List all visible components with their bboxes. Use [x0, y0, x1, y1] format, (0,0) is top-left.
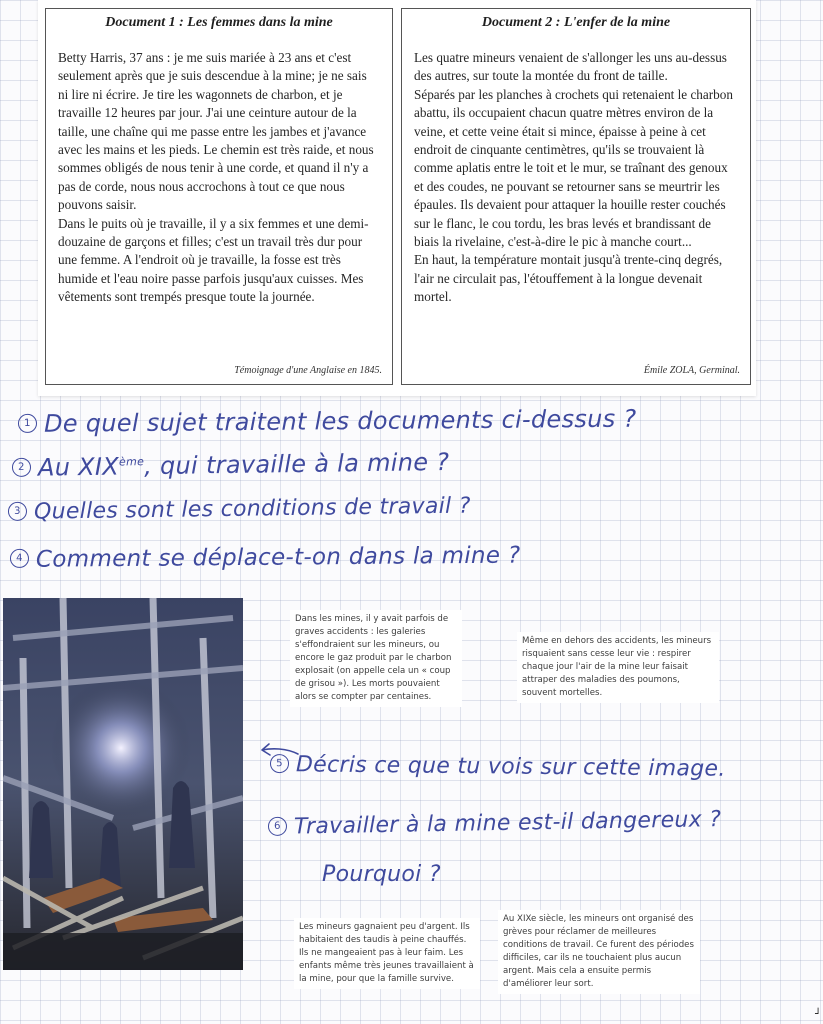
document-2-paragraph: Séparés par les planches à crochets qui retenaient le charbon abattu, ils occupaient chacun quatre mètres environ de la veine, et cette veine était si mince, épaisse à peine à cet endroit de cinquante centimètres, qu'ils se trouvaient là comme aplatis entre le toit et le mur, se traînant des genoux et des coudes, ne pouvant se retourner sans se meurtrir les épaules. Ils devaient pour attaquer la houille rester couchés sur le flanc, le cou tordu, les bras levés et brandissant de biais la rivelaine, c'est-à-dire le pic à manche court... — [414, 86, 733, 250]
page-corner-mark: ┘ — [814, 1009, 821, 1020]
document-1-box — [45, 8, 393, 385]
document-1-source: Témoignage d'une Anglaise en 1845. — [234, 365, 382, 376]
caption-greves: Au XIXe siècle, les mineurs ont organisé des grèves pour réclamer de meilleures conditions de travail. Ce furent des périodes difficiles, car ils ne touchaient plus aucun argent. Mais cela a ensuite permis d'améliorer leur sort. — [498, 910, 700, 994]
document-2-text — [414, 49, 738, 307]
documents-sheet — [38, 0, 756, 396]
document-2-paragraph: Les quatre mineurs venaient de s'allonger les uns au-dessus des autres, sur toute la montée du front de taille. — [414, 50, 727, 84]
question-number: 1 — [18, 413, 37, 432]
document-2-source: Émile ZOLA, Germinal. — [643, 365, 740, 376]
document-2-paragraph: En haut, la température montait jusqu'à trente-cinq degrés, l'air ne circulait pas, l'étouffement à la longue devenait mortel. — [414, 252, 723, 305]
question-1 — [18, 405, 637, 438]
question-3 — [8, 494, 471, 525]
question-text: Comment se déplace-t-on dans la mine ? — [35, 542, 521, 573]
document-2-title: Document 2 : L'enfer de la mine — [481, 15, 671, 30]
mine-painting — [3, 598, 243, 970]
question-4 — [10, 543, 521, 573]
document-1-title: Document 1 : Les femmes dans la mine — [105, 15, 333, 30]
question-text: Travailler à la mine est-il dangereux ? — [293, 807, 722, 840]
document-1-paragraph: Dans le puits où je travaille, il y a six femmes et une demi-douzaine de garçons et filles; c'est un travail très dur pour une femme. A l'endroit où je travaille, la fosse est très humide et l'eau noire passe parfois jusqu'aux cuisses. Mes vêtements sont trempés presque toute la journée. — [58, 215, 369, 305]
question-text: Décris ce que tu vois sur cette image. — [295, 752, 726, 782]
question-superscript: ème — [118, 455, 145, 469]
question-text: , qui travaille à la mine ? — [143, 447, 450, 481]
question-5 — [270, 752, 726, 782]
question-number: 4 — [10, 549, 29, 568]
question-number: 2 — [12, 457, 31, 476]
mine-painting-illustration — [3, 598, 243, 970]
question-6-line-2: Pourquoi ? — [322, 862, 441, 887]
question-number: 3 — [8, 501, 27, 520]
left-arrow-icon — [258, 742, 300, 764]
question-2 — [12, 448, 450, 482]
document-2-box — [401, 8, 751, 385]
question-text: De quel sujet traitent les documents ci-dessus ? — [43, 404, 637, 438]
question-number: 6 — [268, 816, 287, 835]
question-number: 5 — [270, 754, 289, 773]
caption-accidents: Dans les mines, il y avait parfois de graves accidents : les galeries s'effondraient sur les mineurs, ou encore le gaz produit par le charbon explosait (on appelle cela un « coup de grisou »). Les morts pouvaient alors se compter par centaines. — [290, 610, 462, 707]
document-1-paragraph: Betty Harris, 37 ans : je me suis mariée à 23 ans et c'est seulement après que je suis descendue à la mine; je ne sais ni lire ni écrire. Je tire les wagonnets de charbon, et je travaille 12 heures par jour. J'ai une ceinture autour de la taille, une chaîne qui me passe entre les jambes et j'avance avec les mains et les pieds. Le chemin est très raide, et nous sommes obligés de nous tenir à une corde, et quand il n'y a pas de corde, nous nous accrochons à tout ce que nous pouvons saisir. — [58, 50, 374, 213]
caption-argent: Les mineurs gagnaient peu d'argent. Ils habitaient des taudis à peine chauffés. Ils ne mangeaient pas à leur faim. Les enfants même très jeunes travaillaient à la mine, pour que la famille survive. — [294, 918, 480, 989]
question-6 — [268, 807, 722, 840]
caption-maladies: Même en dehors des accidents, les mineurs risquaient sans cesse leur vie : respirer chaque jour l'air de la mine leur faisait attraper des maladies des poumons, souvent mortelles. — [517, 632, 719, 703]
question-text: Au XIX — [37, 452, 120, 482]
document-1-text — [58, 49, 380, 307]
question-text: Quelles sont les conditions de travail ? — [33, 493, 471, 525]
